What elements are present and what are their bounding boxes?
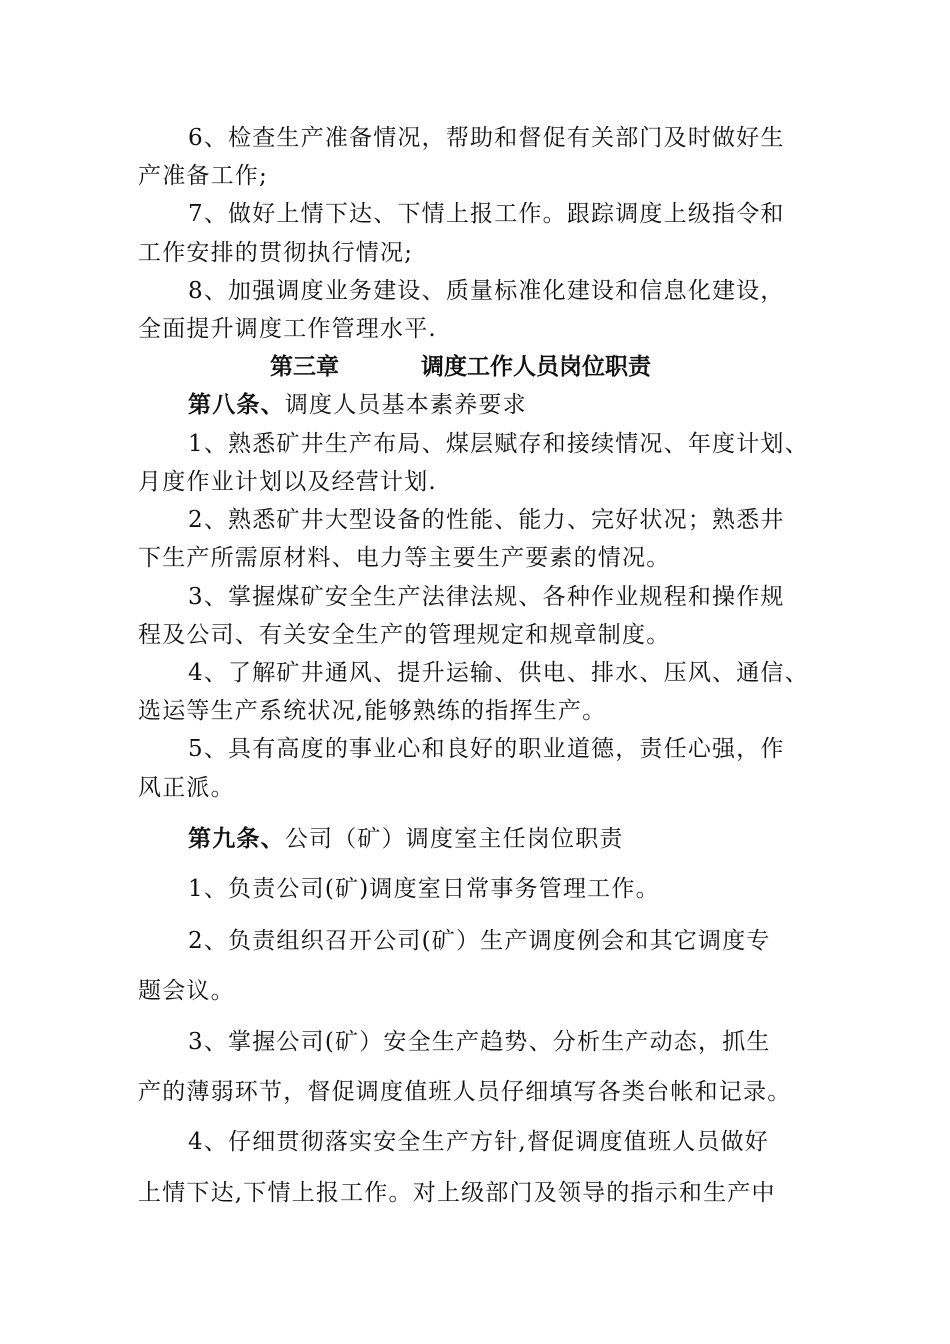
paragraph-item-7-line-2: 工作安排的贯彻执行情况; [138, 240, 414, 266]
article-8-label: 第八条、 [188, 391, 285, 418]
paragraph-item-7-line-1: 7、做好上情下达、下情上报工作。跟踪调度上级指令和 [188, 201, 785, 227]
requirement-5-line-1: 5、具有高度的事业心和良好的职业道德，责任心强，作 [188, 736, 785, 762]
chapter-title: 调度工作人员岗位职责 [421, 353, 651, 380]
requirement-1-line-2: 月度作业计划以及经营计划. [138, 469, 437, 495]
requirement-3-line-1: 3、掌握煤矿安全生产法律法规、各种作业规程和操作规 [188, 584, 785, 610]
paragraph-item-8-line-2: 全面提升调度工作管理水平. [138, 316, 437, 342]
requirement-4-line-1: 4、了解矿井通风、提升运输、供电、排水、压风、通信、 [188, 660, 809, 686]
duty-3-line-1: 3、掌握公司(矿）安全生产趋势、分析生产动态，抓生 [188, 1029, 771, 1055]
article-8-title: 调度人员基本素养要求 [284, 392, 527, 418]
duty-2-line-2: 题会议。 [138, 978, 235, 1004]
article-9-label: 第九条、 [188, 825, 285, 852]
requirement-1-line-1: 1、熟悉矿井生产布局、煤层赋存和接续情况、年度计划、 [188, 431, 809, 457]
duty-4-line-2: 上情下达,下情上报工作。对上级部门及领导的指示和生产中 [138, 1180, 776, 1206]
requirement-2-line-2: 下生产所需原材料、电力等主要生产要素的情况。 [138, 545, 671, 571]
paragraph-item-6-line-1: 6、检查生产准备情况，帮助和督促有关部门及时做好生 [188, 125, 785, 151]
duty-1-line-1: 1、负责公司(矿)调度室日常事务管理工作。 [188, 876, 660, 902]
paragraph-item-6-line-2: 产准备工作; [138, 163, 268, 189]
requirement-4-line-2: 选运等生产系统状况,能够熟练的指挥生产。 [138, 698, 607, 724]
chapter-number: 第三章 [270, 353, 339, 380]
paragraph-item-8-line-1: 8、加强调度业务建设、质量标准化建设和信息化建设， [188, 278, 785, 304]
duty-4-line-1: 4、仔细贯彻落实安全生产方针,督促调度值班人员做好 [188, 1129, 769, 1155]
article-9-heading [188, 824, 828, 854]
article-8-heading [188, 390, 828, 420]
chapter-heading [270, 352, 651, 382]
duty-2-line-1: 2、负责组织召开公司(矿）生产调度例会和其它调度专 [188, 928, 771, 954]
duty-3-line-2: 产的薄弱环节，督促调度值班人员仔细填写各类台帐和记录。 [138, 1079, 792, 1105]
requirement-2-line-1: 2、熟悉矿井大型设备的性能、能力、完好状况；熟悉井 [188, 507, 785, 533]
requirement-3-line-2: 程及公司、有关安全生产的管理规定和规章制度。 [138, 622, 671, 648]
article-9-title: 公司（矿）调度室主任岗位职责 [284, 826, 624, 852]
requirement-5-line-2: 风正派。 [138, 775, 235, 801]
